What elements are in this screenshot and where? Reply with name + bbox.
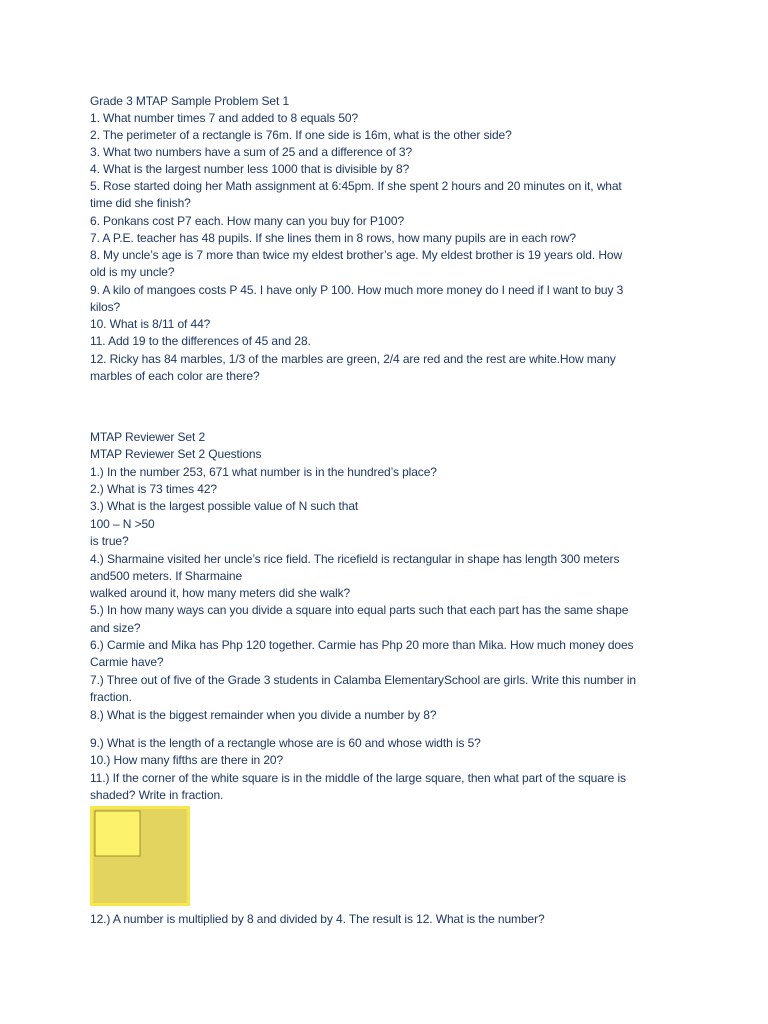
set1-line-15: 12. Ricky has 84 marbles, 1/3 of the marbles are green, 2/4 are red and the rest are white.How many xyxy=(90,352,616,366)
set1-line-6: time did she finish? xyxy=(90,196,191,210)
set1-line-1: 1. What number times 7 and added to 8 equals 50? xyxy=(90,111,359,125)
set2-line-20: 12.) A number is multiplied by 8 and divided by 4. The result is 12. What is the number? xyxy=(90,912,545,926)
set2-line-4: 100 – N >50 xyxy=(90,517,155,531)
set1-line-16: marbles of each color are there? xyxy=(90,369,260,383)
set2-line-19: shaded? Write in fraction. xyxy=(90,788,224,802)
set2-line-7: and500 meters. If Sharmaine xyxy=(90,569,243,583)
set1-title: Grade 3 MTAP Sample Problem Set 1 xyxy=(90,94,290,108)
set1-line-3: 3. What two numbers have a sum of 25 and a difference of 3? xyxy=(90,145,413,159)
set2-line-5: is true? xyxy=(90,534,129,548)
set2-line-6: 4.) Sharmaine visited her uncle’s rice field. The ricefield is rectangular in shape has length 300 meters xyxy=(90,552,620,566)
set1-line-9: 8. My uncle’s age is 7 more than twice my eldest brother’s age. My eldest brother is 19 years old. How xyxy=(90,248,623,262)
set1-line-13: 10. What is 8/11 of 44? xyxy=(90,317,211,331)
set1-line-14: 11. Add 19 to the differences of 45 and 28. xyxy=(90,334,311,348)
set1-line-11: 9. A kilo of mangoes costs P 45. I have only P 100. How much more money do I need if I want to buy 3 xyxy=(90,283,624,297)
set2-line-15: 8.) What is the biggest remainder when you divide a number by 8? xyxy=(90,708,437,722)
set2-line-9: 5.) In how many ways can you divide a square into equal parts such that each part has the same shape xyxy=(90,603,629,617)
set2-line-11: 6.) Carmie and Mika has Php 120 together. Carmie has Php 20 more than Mika. How much money does xyxy=(90,638,634,652)
set2-line-2: 2.) What is 73 times 42? xyxy=(90,482,217,496)
set2-line-1: 1.) In the number 253, 671 what number is in the hundred’s place? xyxy=(90,465,437,479)
set2-line-14: fraction. xyxy=(90,690,132,704)
set2-line-13: 7.) Three out of five of the Grade 3 students in Calamba ElementarySchool are girls. Write this number in xyxy=(90,673,636,687)
set2-subtitle: MTAP Reviewer Set 2 Questions xyxy=(90,447,262,461)
inner-corner-square xyxy=(95,811,140,856)
set2-line-10: and size? xyxy=(90,621,141,635)
set2-line-12: Carmie have? xyxy=(90,655,164,669)
set1-line-4: 4. What is the largest number less 1000 that is divisible by 8? xyxy=(90,162,410,176)
set2-title: MTAP Reviewer Set 2 xyxy=(90,430,206,444)
set2-line-8: walked around it, how many meters did she walk? xyxy=(90,586,351,600)
set1-line-5: 5. Rose started doing her Math assignment at 6:45pm. If she spent 2 hours and 20 minutes on it, what xyxy=(90,179,622,193)
set1-line-7: 6. Ponkans cost P7 each. How many can you buy for P100? xyxy=(90,214,405,228)
set2-line-16: 9.) What is the length of a rectangle whose are is 60 and whose width is 5? xyxy=(90,736,481,750)
shaded-square-figure xyxy=(90,806,190,906)
set1-line-10: old is my uncle? xyxy=(90,265,175,279)
set2-line-18: 11.) If the corner of the white square is in the middle of the large square, then what part of the square is xyxy=(90,771,626,785)
set1-line-8: 7. A P.E. teacher has 48 pupils. If she lines them in 8 rows, how many pupils are in each row? xyxy=(90,231,576,245)
set2-line-3: 3.) What is the largest possible value of N such that xyxy=(90,499,359,513)
set1-line-12: kilos? xyxy=(90,300,121,314)
set2-line-17: 10.) How many fifths are there in 20? xyxy=(90,753,284,767)
set1-line-2: 2. The perimeter of a rectangle is 76m. If one side is 16m, what is the other side? xyxy=(90,128,512,142)
